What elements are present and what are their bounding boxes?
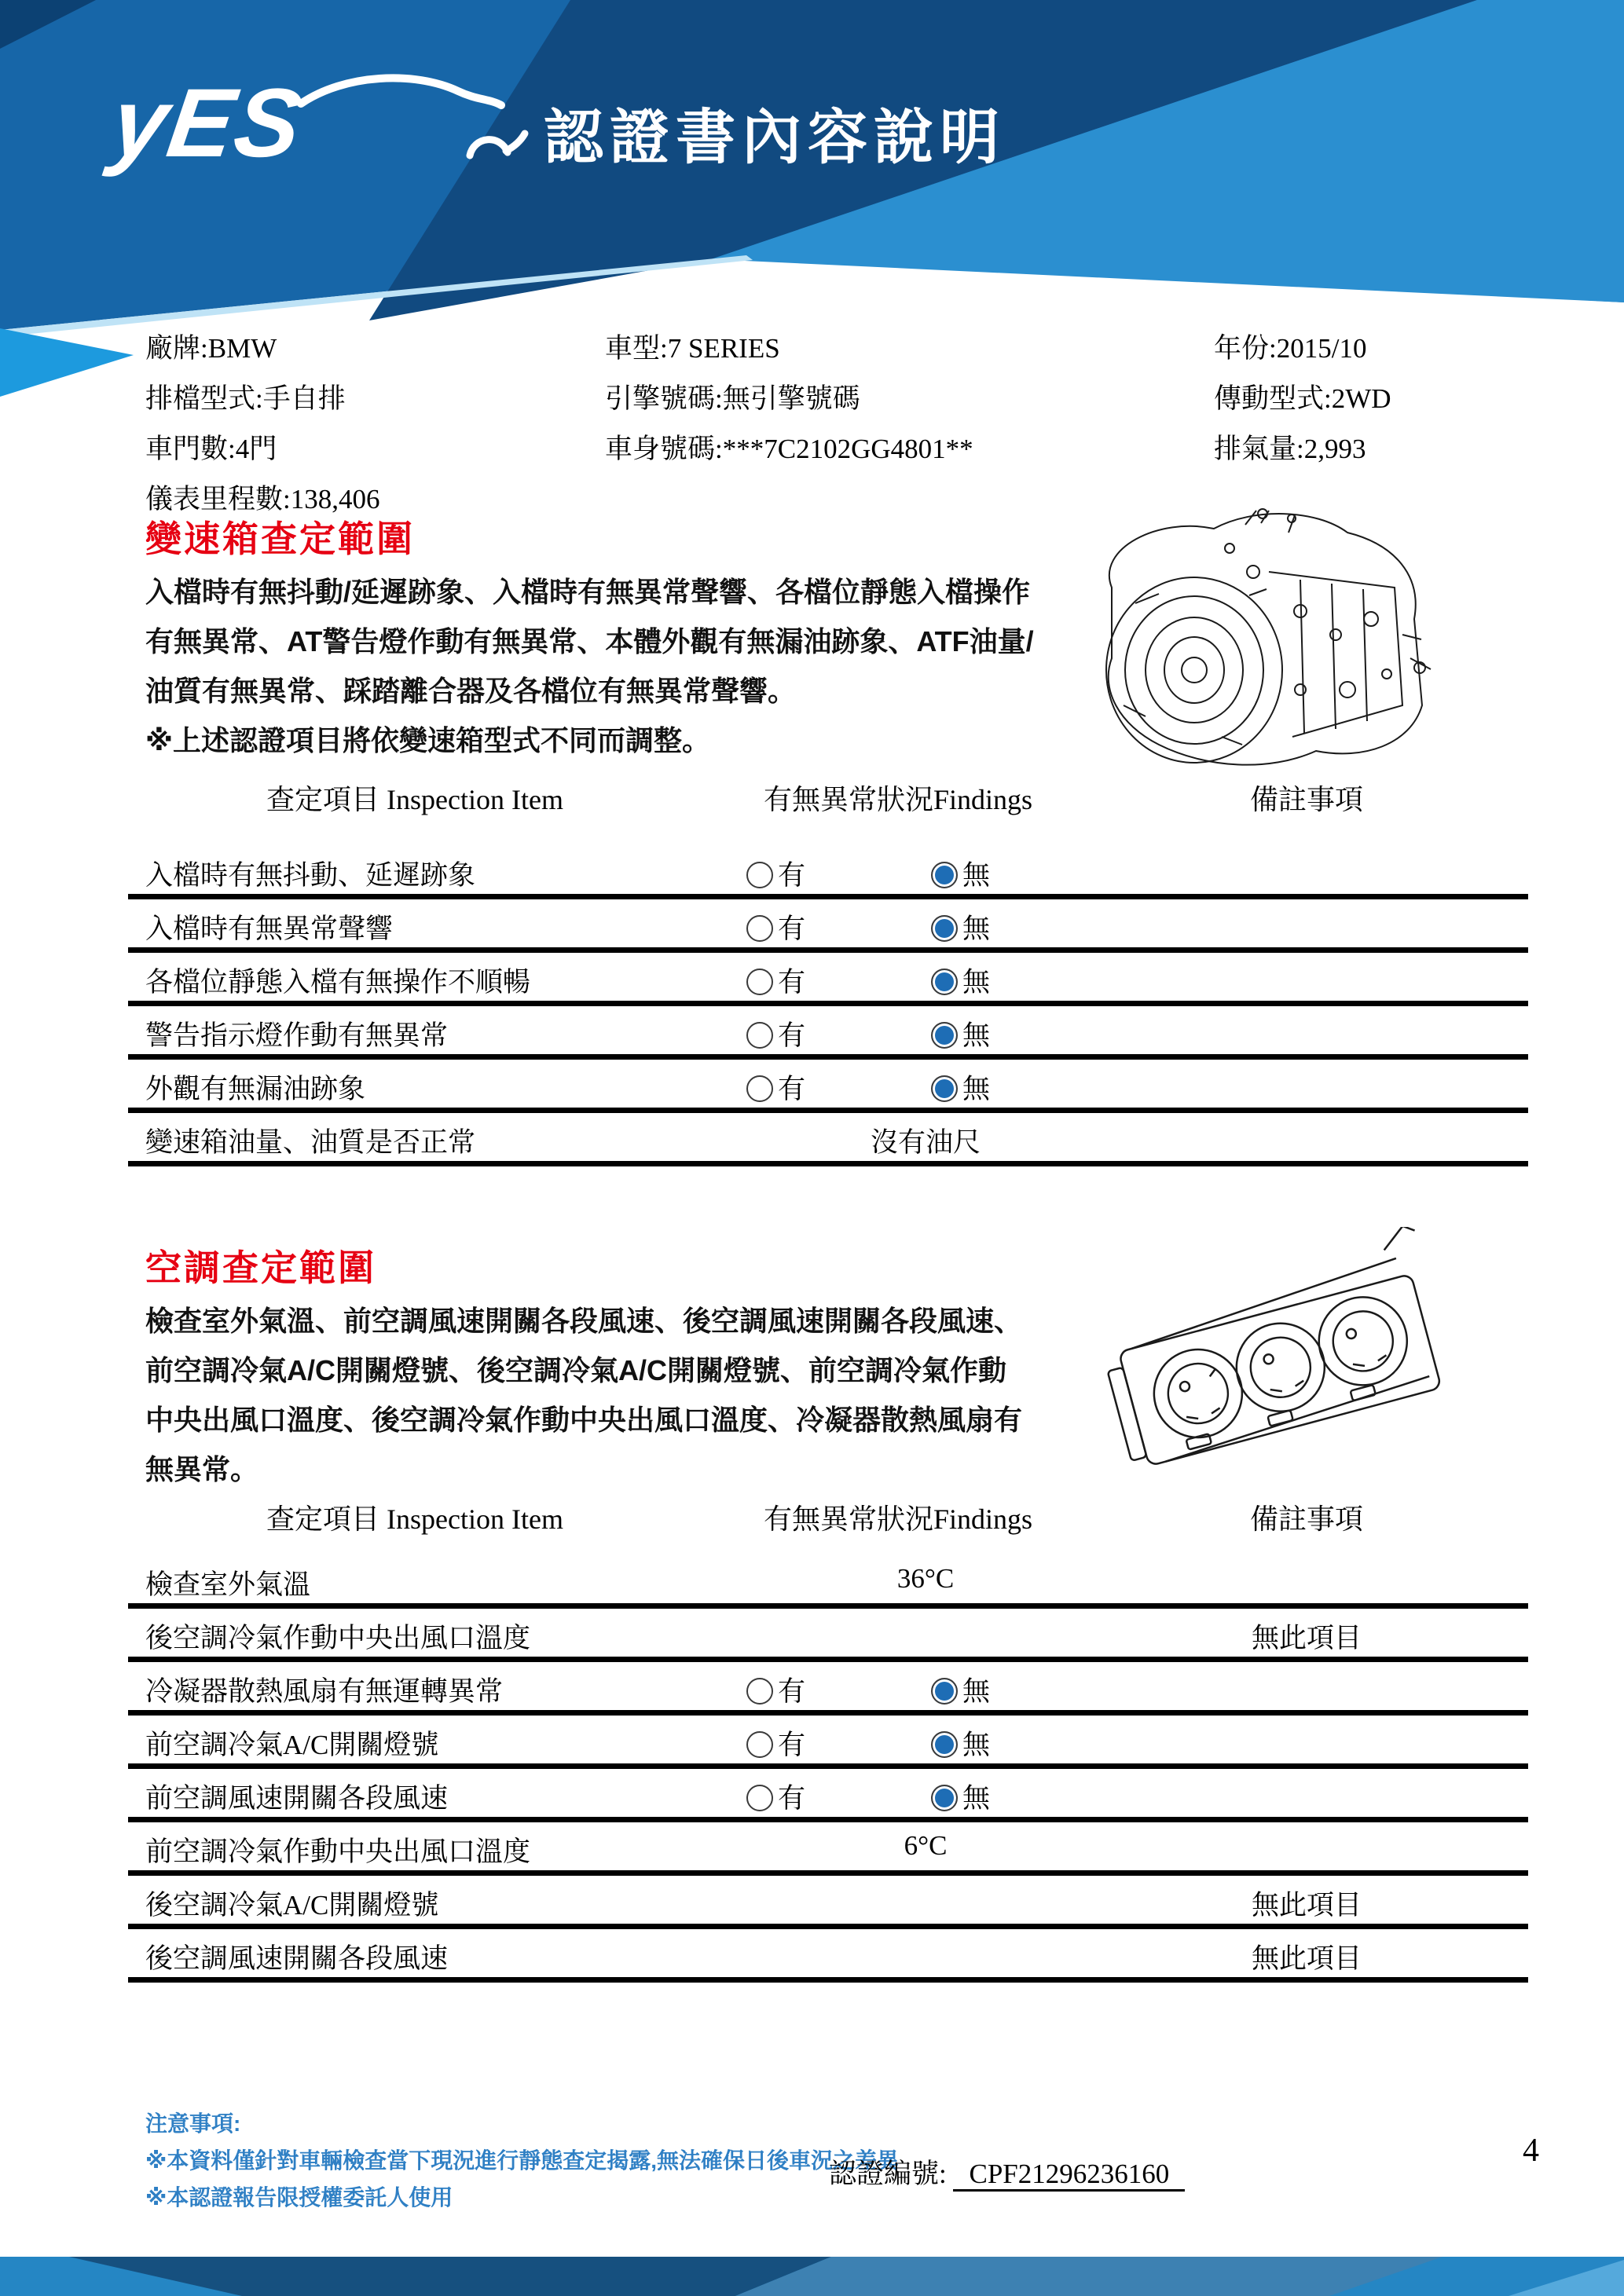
row-item-label: 警告指示燈作動有無異常 [145, 1020, 449, 1051]
notes-title: 注意事項: [145, 2111, 241, 2136]
radio-yes[interactable] [746, 1723, 805, 1763]
radio-no[interactable] [931, 1014, 990, 1053]
row-item-label: 各檔位靜態入檔有無操作不順暢 [145, 967, 531, 998]
radio-label: 無 [962, 1074, 991, 1104]
row-item-label: 外觀有無漏油跡象 [145, 1074, 366, 1104]
cert-label: 認證編號: [829, 2159, 947, 2189]
info-line: 傳動型式:2WD [1214, 383, 1391, 414]
radio-label: 有 [778, 860, 806, 891]
transmission-description [145, 567, 1104, 765]
ac-panel-illustration [1098, 1227, 1456, 1498]
remark-value: 無此項目 [1251, 1943, 1362, 1974]
radio-yes-circle[interactable] [746, 1022, 773, 1049]
radio-no-circle-selected[interactable] [931, 915, 958, 942]
radio-no-circle-selected[interactable] [931, 1075, 958, 1102]
info-line: 排氣量:2,993 [1214, 434, 1366, 464]
radio-yes[interactable] [746, 1670, 805, 1709]
description-line: 無異常。 [145, 1453, 259, 1485]
finding-value: 36°C [896, 1563, 955, 1594]
note-line: ※本認證報告限授權委託人使用 [145, 2185, 453, 2210]
info-line: 廠牌:BMW [145, 333, 277, 364]
table-row [128, 1929, 1528, 1983]
radio-label: 無 [962, 1020, 991, 1051]
radio-yes[interactable] [746, 854, 805, 893]
radio-label: 無 [962, 1783, 991, 1814]
info-line: 儀表里程數:138,406 [145, 484, 380, 514]
table-row [128, 1060, 1528, 1113]
info-line: 車身號碼:***7C2102GG4801** [605, 434, 973, 464]
info-line: 年份:2015/10 [1214, 333, 1367, 364]
description-line: 中央出風口溫度、後空調冷氣作動中央出風口溫度、冷凝器散熱風扇有 [145, 1404, 1023, 1436]
radio-yes[interactable] [746, 907, 805, 947]
row-item-label: 後空調冷氣作動中央出風口溫度 [145, 1623, 531, 1653]
radio-label: 無 [962, 860, 991, 891]
vehicle-info-col1 [145, 324, 379, 525]
radio-yes[interactable] [746, 961, 805, 1000]
transmission-illustration [1065, 501, 1442, 780]
section-heading-transmission: 變速箱查定範圍 [145, 518, 415, 559]
radio-yes[interactable] [746, 1014, 805, 1053]
description-line: 油質有無異常、踩踏離合器及各檔位有無異常聲響。 [145, 675, 797, 707]
radio-yes-circle[interactable] [746, 915, 773, 942]
info-line: 車型:7 SERIES [605, 333, 780, 364]
description-line: 有無異常、AT警告燈作動有無異常、本體外觀有無漏油跡象、ATF油量/ [145, 625, 1034, 657]
table-row [128, 1662, 1528, 1716]
radio-label: 無 [962, 914, 991, 944]
radio-yes-circle[interactable] [746, 1678, 773, 1705]
radio-no-circle-selected[interactable] [931, 1022, 958, 1049]
radio-label: 有 [778, 967, 806, 998]
page-title: 認證書內容說明 [544, 104, 1006, 171]
radio-no[interactable] [931, 854, 990, 893]
table-row [128, 1822, 1528, 1876]
remark-value: 無此項目 [1251, 1890, 1362, 1921]
description-line: ※上述認證項目將依變速箱型式不同而調整。 [145, 724, 710, 756]
info-line: 引擎號碼:無引擎號碼 [605, 383, 860, 414]
row-item-label: 入檔時有無異常聲響 [145, 914, 394, 944]
table-header-remark: 備註事項 [1249, 784, 1363, 815]
radio-no[interactable] [931, 1670, 990, 1709]
certificate-number-block [829, 2152, 1185, 2192]
row-item-label: 冷凝器散熱風扇有無運轉異常 [145, 1676, 504, 1707]
radio-no[interactable] [931, 907, 990, 947]
vehicle-info-col2 [605, 324, 973, 474]
footer-notes [145, 2105, 899, 2216]
car-swoosh-icon [101, 63, 564, 204]
finding-value: 沒有油尺 [870, 1127, 981, 1158]
radio-label: 無 [962, 1730, 991, 1760]
radio-yes-circle[interactable] [746, 969, 773, 995]
note-line: ※本資料僅針對車輛檢查當下現況進行靜態查定揭露,無法確保日後車況之差異 [145, 2148, 900, 2173]
radio-yes-circle[interactable] [746, 1731, 773, 1758]
row-item-label: 變速箱油量、油質是否正常 [145, 1127, 476, 1158]
description-line: 入檔時有無抖動/延遲跡象、入檔時有無異常聲響、各檔位靜態入檔操作 [145, 576, 1031, 608]
row-item-label: 後空調風速開關各段風速 [145, 1943, 449, 1974]
cert-number: CPF21296236160 [953, 2159, 1185, 2192]
radio-label: 無 [962, 1676, 991, 1707]
inspection-table-transmission [128, 846, 1528, 1166]
radio-no-circle-selected[interactable] [931, 1731, 958, 1758]
radio-label: 有 [778, 1730, 806, 1760]
table-row [128, 846, 1528, 899]
table-row [128, 1609, 1528, 1662]
radio-no[interactable] [931, 961, 990, 1000]
radio-label: 有 [778, 1676, 806, 1707]
radio-yes-circle[interactable] [746, 1785, 773, 1811]
yes-logo [101, 63, 564, 204]
footer-band [0, 2257, 1624, 2296]
logo-text: yES [105, 69, 310, 178]
inspection-table-ac [128, 1555, 1528, 1983]
info-line: 排檔型式:手自排 [145, 383, 346, 414]
table-header-findings: 有無異常狀況Findings [763, 1503, 1033, 1535]
row-item-label: 前空調冷氣A/C開關燈號 [145, 1730, 439, 1760]
table-row [128, 953, 1528, 1006]
finding-value: 6°C [904, 1830, 948, 1861]
table-row [128, 1716, 1528, 1769]
radio-no-circle-selected[interactable] [931, 969, 958, 995]
page-number: 4 [1523, 2133, 1539, 2169]
table-row [128, 1769, 1528, 1822]
table-header-item: 查定項目 Inspection Item [266, 1503, 563, 1535]
radio-no[interactable] [931, 1067, 990, 1107]
table-header-remark: 備註事項 [1249, 1503, 1363, 1535]
row-item-label: 前空調冷氣作動中央出風口溫度 [145, 1836, 531, 1867]
radio-label: 有 [778, 1074, 806, 1104]
radio-no-circle-selected[interactable] [931, 1678, 958, 1705]
table-header-findings: 有無異常狀況Findings [763, 784, 1033, 815]
row-item-label: 檢查室外氣溫 [145, 1569, 311, 1600]
row-item-label: 入檔時有無抖動、延遲跡象 [145, 860, 476, 891]
radio-no-circle-selected[interactable] [931, 1785, 958, 1811]
radio-no[interactable] [931, 1723, 990, 1763]
row-item-label: 前空調風速開關各段風速 [145, 1783, 449, 1814]
row-item-label: 後空調冷氣A/C開關燈號 [145, 1890, 439, 1921]
vehicle-info-col3 [1214, 324, 1391, 474]
radio-no-circle-selected[interactable] [931, 862, 958, 888]
radio-label: 有 [778, 1020, 806, 1051]
table-header-item: 查定項目 Inspection Item [266, 784, 563, 815]
radio-label: 有 [778, 1783, 806, 1814]
table-row [128, 1876, 1528, 1929]
table-row [128, 1006, 1528, 1060]
radio-yes[interactable] [746, 1067, 805, 1107]
radio-no[interactable] [931, 1777, 990, 1816]
radio-label: 有 [778, 914, 806, 944]
radio-yes-circle[interactable] [746, 1075, 773, 1102]
info-line: 車門數:4門 [145, 434, 277, 464]
radio-yes[interactable] [746, 1777, 805, 1816]
description-line: 檢查室外氣溫、前空調風速開關各段風速、後空調風速開關各段風速、 [145, 1305, 1023, 1337]
remark-value: 無此項目 [1251, 1623, 1362, 1653]
ac-description [145, 1296, 1104, 1494]
table-row [128, 899, 1528, 953]
radio-yes-circle[interactable] [746, 862, 773, 888]
section-heading-ac: 空調查定範圍 [145, 1247, 376, 1288]
table-row [128, 1555, 1528, 1609]
description-line: 前空調冷氣A/C開關燈號、後空調冷氣A/C開關燈號、前空調冷氣作動 [145, 1354, 1006, 1386]
table-row [128, 1113, 1528, 1166]
radio-label: 無 [962, 967, 991, 998]
